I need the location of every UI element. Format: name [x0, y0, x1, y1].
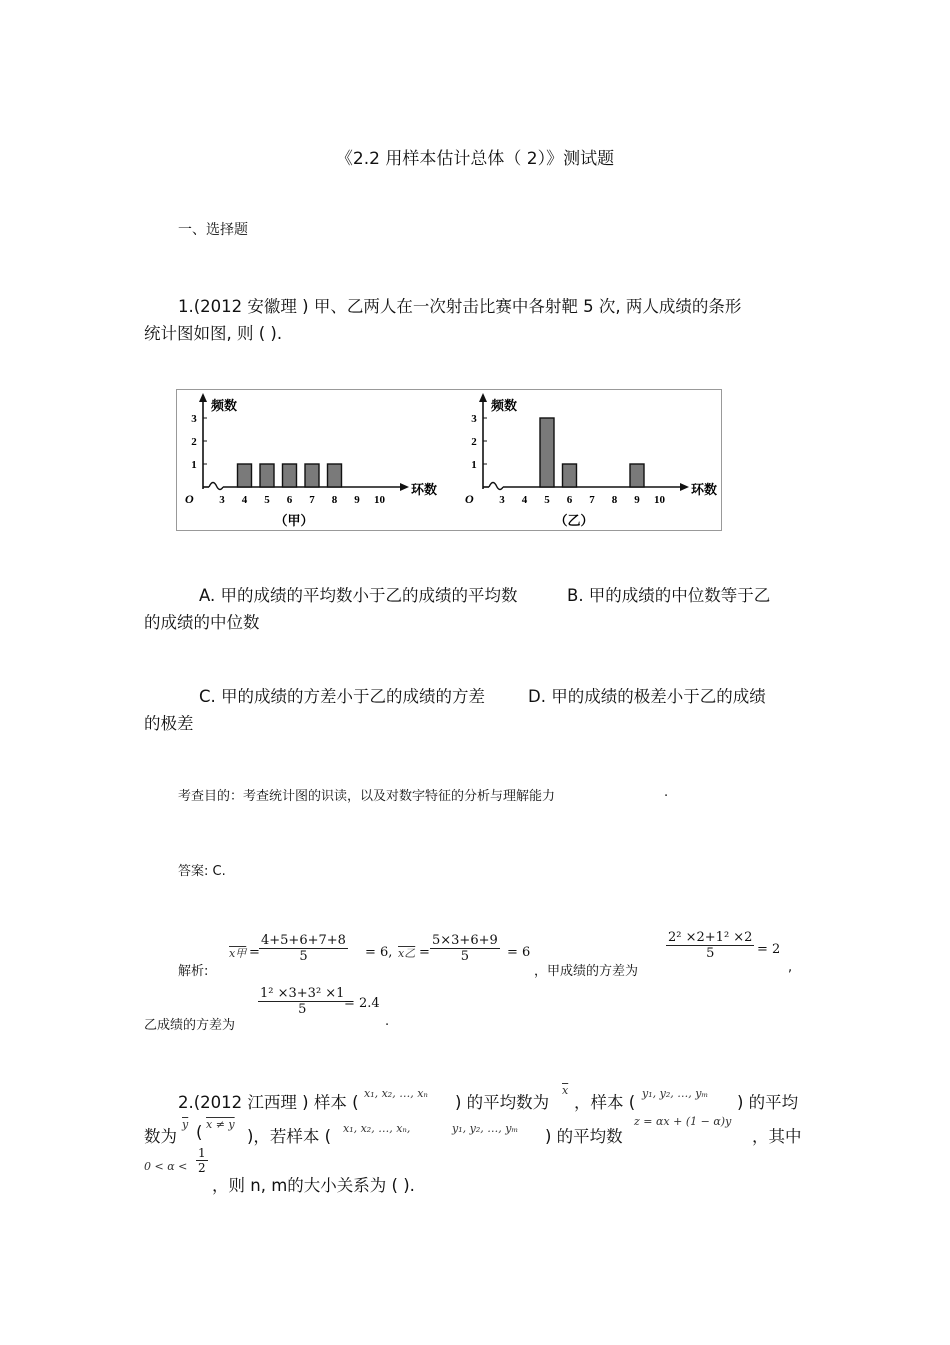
- q2-line1-c: ，样本 (: [574, 1093, 636, 1112]
- q2-line2-d: ) 的平均数: [545, 1127, 623, 1146]
- x-tick-label: 4: [521, 494, 528, 506]
- bar: [563, 464, 577, 487]
- x-tick-label: 7: [309, 494, 315, 506]
- q2-line1-b: ) 的平均数为: [455, 1093, 550, 1112]
- bar: [238, 464, 252, 487]
- x-axis-arrow: [680, 483, 689, 491]
- equals-sign: =: [249, 945, 260, 960]
- x-tick-label: 3: [219, 494, 225, 506]
- bar: [283, 464, 297, 487]
- x-tick-label: 5: [264, 494, 270, 506]
- x-axis-arrow: [400, 483, 409, 491]
- figure-frame: [177, 390, 722, 531]
- option-d-line2: 的极差: [144, 714, 194, 733]
- q2-line1-a: 2.(2012 江西理 ) 样本 (: [178, 1093, 359, 1112]
- x-tick-label: 9: [354, 494, 360, 506]
- combined-x-seq: x₁, x₂, …, xₙ,: [343, 1122, 411, 1135]
- option-c: C. 甲的成绩的方差小于乙的成绩的方差: [199, 687, 486, 706]
- option-d-line1: D. 甲的成绩的极差小于乙的成绩: [528, 687, 766, 706]
- axis-break: [209, 483, 223, 490]
- x-tick-label: 6: [286, 494, 293, 506]
- chart-yi: [465, 393, 717, 528]
- axis-break: [489, 483, 503, 490]
- yi-variance-label: 乙成绩的方差为: [144, 1018, 236, 1033]
- x-tick-label: 9: [634, 494, 640, 506]
- origin-label: O: [465, 492, 474, 506]
- mean-yi-symbol: x乙: [398, 947, 416, 960]
- mean-yi-value: = 6: [507, 945, 531, 960]
- x-axis-label: 环数: [411, 482, 438, 497]
- option-a: A. 甲的成绩的平均数小于乙的成绩的平均数: [199, 586, 518, 605]
- mean-jia-symbol: x甲: [229, 947, 247, 960]
- q2-line2-a: 数为: [144, 1127, 177, 1146]
- variance-jia-value: = 2: [757, 942, 781, 957]
- x-neq-y: x ≠ y: [206, 1118, 235, 1131]
- fraction-variance-jia: $\frac{\text{2² ×2+1² ×2}}{5}$: [668, 930, 753, 961]
- page-title: 《2.2 用样本估计总体（ 2）》测试题: [335, 149, 615, 169]
- y-tick-label: 1: [471, 459, 477, 471]
- sample-x-seq: x₁, x₂, …, xₙ: [364, 1087, 428, 1100]
- section-heading: 一、选择题: [178, 222, 248, 238]
- chart-jia: [185, 393, 437, 528]
- variance-yi-value: = 2.4: [344, 996, 380, 1011]
- y-tick-label: 3: [471, 413, 477, 425]
- chart-caption: （甲）: [274, 513, 314, 528]
- sample-y-seq: y₁, y₂, …, yₘ: [642, 1087, 709, 1100]
- x-tick-label: 5: [544, 494, 550, 506]
- x-tick-label: 10: [374, 494, 385, 506]
- explain-end: .: [385, 1014, 390, 1029]
- answer-text: 答案: C.: [178, 864, 226, 879]
- q1-line2: 统计图如图, 则 ( ).: [144, 324, 283, 343]
- y-axis-arrow: [199, 393, 207, 402]
- q2-line2-e: ，其中: [752, 1127, 802, 1146]
- y-tick-label: 2: [191, 436, 197, 448]
- q2-line2-c: )，若样本 (: [247, 1127, 332, 1146]
- purpose-text: 考查目的：考查统计图的识读，以及对数字特征的分析与理解能力: [178, 789, 556, 804]
- option-b-line2: 的成绩的中位数: [144, 613, 260, 632]
- combined-y-seq: y₁, y₂, …, yₘ: [452, 1122, 519, 1135]
- q2-line3: ，则 n, m的大小关系为 ( ).: [212, 1176, 415, 1195]
- bar: [630, 464, 644, 487]
- q2-line1-d: ) 的平均: [737, 1093, 799, 1112]
- option-b-line1: B. 甲的成绩的中位数等于乙: [567, 586, 771, 605]
- x-axis-label: 环数: [691, 482, 718, 497]
- origin-label: O: [185, 492, 194, 506]
- x-tick-label: 10: [654, 494, 665, 506]
- bar: [305, 464, 319, 487]
- fraction-mean-yi: $\frac{5\times 3+6+9}{5}$: [432, 933, 498, 964]
- y-tick-label: 2: [471, 436, 477, 448]
- x-tick-label: 7: [589, 494, 595, 506]
- y-tick-label: 3: [191, 413, 197, 425]
- equals-sign-2: =: [419, 945, 430, 960]
- explain-label: 解析:: [178, 964, 209, 979]
- bar: [540, 418, 554, 487]
- x-bar: $\overline{x}$: [562, 1084, 569, 1097]
- q2-line2-b: (: [196, 1123, 203, 1142]
- x-tick-label: 6: [566, 494, 573, 506]
- chart-caption: （乙）: [554, 513, 594, 528]
- z-formula: z = αx + (1 − α)y: [634, 1115, 732, 1128]
- y-axis-arrow: [479, 393, 487, 402]
- y-axis-label: 频数: [211, 398, 238, 413]
- comma: ,: [788, 960, 793, 975]
- mean-jia-value: = 6,: [365, 945, 393, 960]
- y-bar: $\overline{y}$: [182, 1118, 189, 1131]
- bar-chart-figure: [176, 389, 722, 531]
- x-tick-label: 8: [331, 494, 338, 506]
- y-axis-label: 频数: [491, 398, 518, 413]
- purpose-end: .: [664, 785, 669, 800]
- half-fraction: $\frac{1}{2}$: [198, 1146, 206, 1175]
- fraction-variance-yi: $\frac{\text{1² ×3+3² ×1}}{5}$: [260, 986, 345, 1017]
- y-tick-label: 1: [191, 459, 197, 471]
- bar: [260, 464, 274, 487]
- fraction-mean-jia: $\frac{4+5+6+7+8}{5}$: [261, 933, 346, 964]
- bar: [328, 464, 342, 487]
- jia-variance-label: ，甲成绩的方差为: [534, 964, 639, 979]
- x-tick-label: 3: [499, 494, 505, 506]
- x-tick-label: 4: [241, 494, 248, 506]
- x-tick-label: 8: [611, 494, 618, 506]
- alpha-inequality: 0 < α <: [144, 1160, 188, 1173]
- q1-line1: 1.(2012 安徽理 ) 甲、乙两人在一次射击比赛中各射靶 5 次, 两人成绩的条形: [178, 297, 742, 316]
